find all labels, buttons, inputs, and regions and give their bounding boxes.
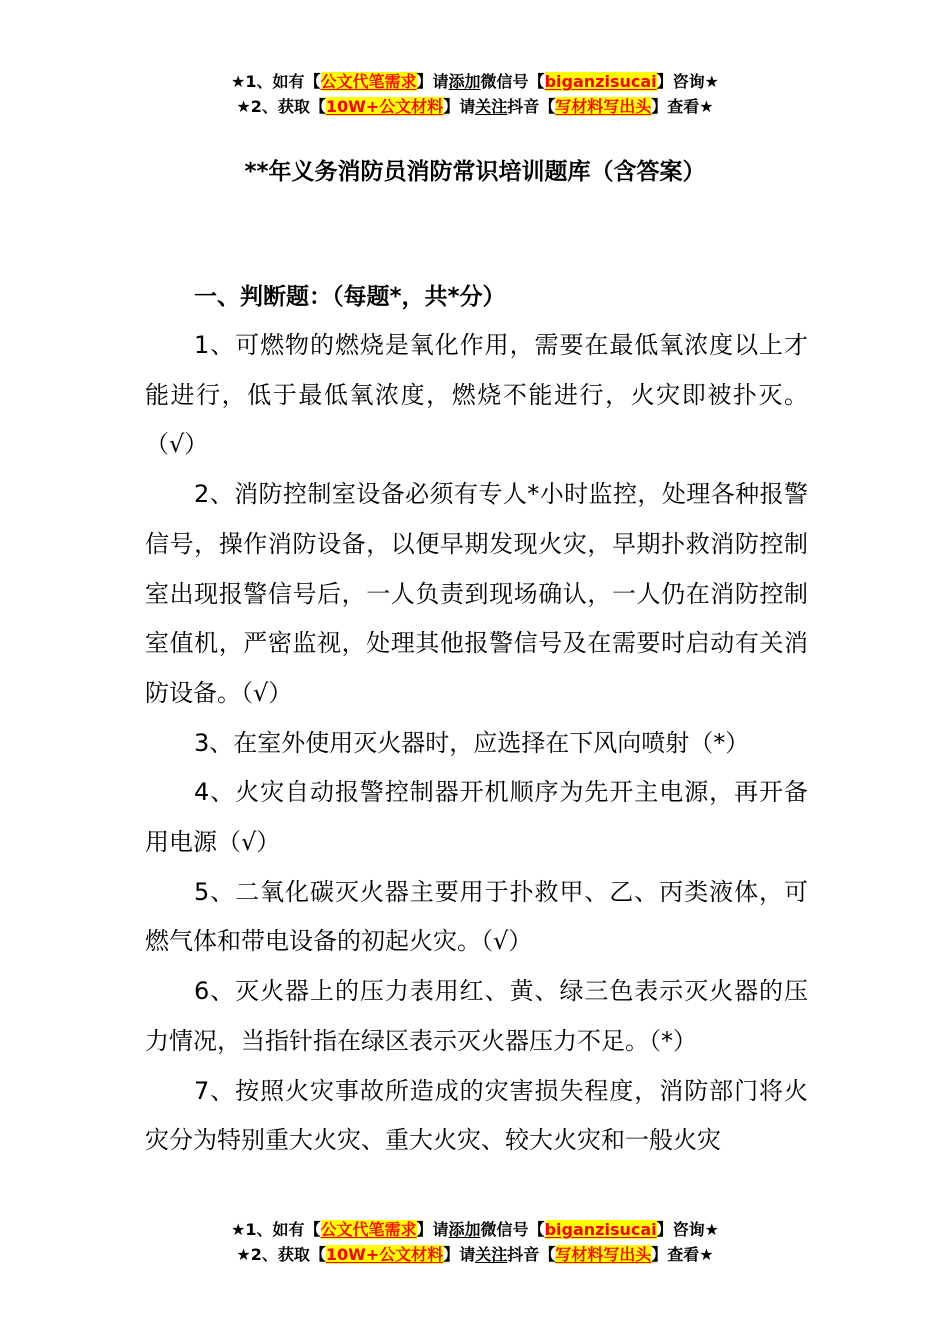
promo-highlight-materials: 10W+公文材料 (325, 97, 444, 116)
promo-text: 抖音【 (507, 97, 556, 116)
promo-text: 】请 (416, 72, 449, 91)
question-list (145, 321, 808, 1166)
promo-text: 】查看★ (651, 97, 714, 116)
promo-highlight-materials: 10W+公文材料 (325, 1245, 444, 1264)
promo-text: 1、如有【 (245, 72, 321, 91)
promo-text: 2、获取【 (250, 97, 326, 116)
promo-line-2 (0, 94, 950, 119)
promo-text: 】请 (416, 1220, 449, 1239)
promo-highlight-douyin-id: 写材料写出头 (555, 97, 652, 116)
header-promo-banner (0, 69, 950, 119)
promo-line-1 (0, 69, 950, 94)
footer-promo-banner (0, 1217, 950, 1267)
promo-emphasis: 添加 (448, 72, 481, 91)
star-icon: ★ (231, 1220, 246, 1239)
star-icon: ★ (236, 97, 251, 116)
promo-line-1 (0, 1217, 950, 1242)
promo-highlight-wechat-id: biganzisucai (544, 1220, 657, 1239)
promo-line-2 (0, 1242, 950, 1267)
promo-text: 】请 (443, 97, 476, 116)
promo-text: 】查看★ (651, 1245, 714, 1264)
question-item: 1、可燃物的燃烧是氧化作用，需要在最低氧浓度以上才能进行，低于最低氧浓度，燃烧不能进行，火灾即被扑灭。（√） (145, 331, 808, 459)
promo-emphasis: 添加 (448, 1220, 481, 1239)
promo-emphasis: 关注 (475, 1245, 508, 1264)
star-icon: ★ (236, 1245, 251, 1264)
promo-highlight-service: 公文代笔需求 (320, 1220, 417, 1239)
promo-text: 抖音【 (507, 1245, 556, 1264)
question-item: 2、消防控制室设备必须有专人*小时监控，处理各种报警信号，操作消防设备，以便早期发现火灾，早期扑救消防控制室出现报警信号后，一人负责到现场确认，一人仍在消防控制室值机，严密监视，处理其他报警信号及在需要时启动有关消防设备。（√） (145, 480, 808, 707)
promo-text: 2、获取【 (250, 1245, 326, 1264)
question-item: 5、二氧化碳灭火器主要用于扑救甲、乙、丙类液体，可燃气体和带电设备的初起火灾。（√） (145, 877, 808, 956)
page-title: **年义务消防员消防常识培训题库（含答案） (244, 159, 706, 185)
promo-highlight-wechat-id: biganzisucai (544, 72, 657, 91)
promo-highlight-service: 公文代笔需求 (320, 72, 417, 91)
question-item: 4、火灾自动报警控制器开机顺序为先开主电源，再开备用电源（√） (145, 778, 808, 857)
question-item: 7、按照火灾事故所造成的灾害损失程度，消防部门将火灾分为特别重大火灾、重大火灾、较大火灾和一般火灾 (145, 1076, 808, 1155)
section-heading: 一、判断题：（每题*，共*分） (194, 284, 506, 310)
promo-text: 】请 (443, 1245, 476, 1264)
promo-text: 】咨询★ (656, 1220, 719, 1239)
question-item: 6、灭火器上的压力表用红、黄、绿三色表示灭火器的压力情况，当指针指在绿区表示灭火器压力不足。（*） (145, 977, 808, 1055)
promo-highlight-douyin-id: 写材料写出头 (555, 1245, 652, 1264)
promo-text: 微信号【 (480, 72, 545, 91)
star-icon: ★ (231, 72, 246, 91)
promo-text: 微信号【 (480, 1220, 545, 1239)
promo-text: 】咨询★ (656, 72, 719, 91)
promo-text: 1、如有【 (245, 1220, 321, 1239)
promo-emphasis: 关注 (475, 97, 508, 116)
question-item: 3、在室外使用灭火器时，应选择在下风向喷射（*） (194, 728, 750, 757)
